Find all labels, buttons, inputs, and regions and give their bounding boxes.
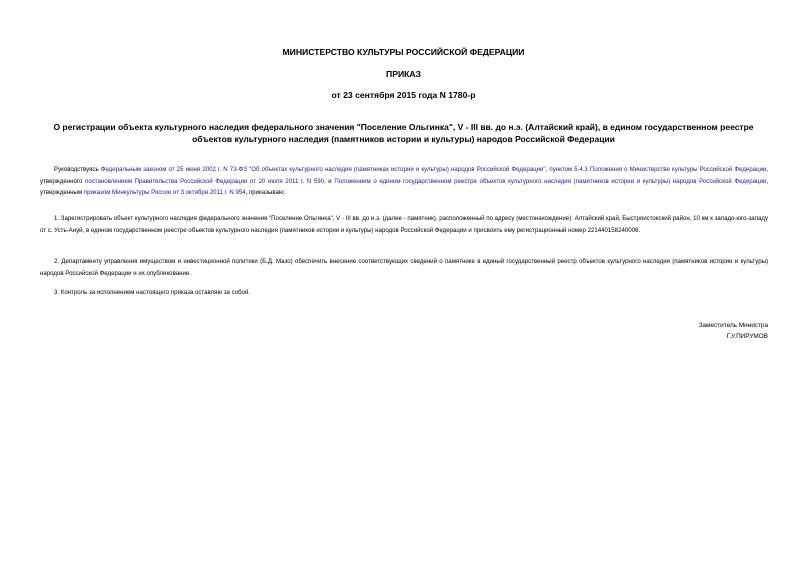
- preamble-text-6: , приказываю:: [245, 189, 286, 196]
- signer-name: Г.У.ПИРУМОВ: [726, 333, 768, 340]
- item-3-paragraph: 3. Контроль за исполнением настоящего приказа оставляю за собой.: [54, 289, 251, 296]
- preamble-text-4: , и: [323, 177, 335, 185]
- preamble-text-1: Руководствуясь: [54, 166, 101, 173]
- government-decree-link[interactable]: постановлением Правительства Российской Федерации от 20 июля 2011 г. N 590: [85, 177, 324, 185]
- preamble-paragraph: [40, 164, 768, 199]
- ministry-heading: МИНИСТЕРСТВО КУЛЬТУРЫ РОССИЙСКОЙ ФЕДЕРАЦИИ: [282, 47, 525, 57]
- item-1-paragraph: 1. Зарегистрировать объект культурного наследия федерального значения "Поселение Ольгинка", V - III вв. до н.э. (далее - памятник), расположенный по адресу (местонахождение): Алтайский край, Быстроистокский район, 10 км к западо-юго-западу от с. Усть-Ануй, в едином государственном реестре объектов культурного наследия (памятников истории и культуры) народов Российской Федерации и присвоить ему регистрационный номер 221440158240006.: [40, 215, 768, 234]
- ministry-order-link[interactable]: приказом Минкультуры России от 3 октября 2011 г. N 954: [83, 189, 246, 196]
- document-date: от 23 сентября 2015 года N 1780-р: [331, 90, 476, 100]
- preamble-text-3: , утвержденного: [40, 166, 768, 185]
- signer-position: Заместитель Министра: [698, 322, 768, 329]
- item-2-paragraph: 2. Департаменту управления имуществом и инвестиционной политики (Б.Д. Мазо) обеспечить внесение соответствующих сведений о памятнике в единый государственный реестр объектов культурного наследия (памятников истории и культуры) народов Российской Федерации и их опубликование.: [40, 258, 768, 277]
- title-line-1: О регистрации объекта культурного наследия федерального значения "Поселение Ольгинка", V - III вв. до н.э. (Алтайский край), в едином государственном реестре: [53, 122, 754, 132]
- preamble-text-5: , утвержденным: [40, 177, 768, 196]
- registry-regulation-link[interactable]: Положением о едином государственном реестре объектов культурного наследия (памятников истории и культуры) народов Российской Федерации: [334, 177, 767, 185]
- regulation-item-link[interactable]: пунктом 5.4.3 Положения о Министерстве культуры Российской Федерации: [549, 166, 767, 173]
- document-title: [30, 121, 777, 145]
- signature-block: [699, 320, 768, 342]
- preamble-text-2: ,: [545, 166, 550, 173]
- federal-law-link[interactable]: Федеральным законом от 25 июня 2002 г. N 73-ФЗ "Об объектах культурного наследия (памятниках истории и культуры) народов Российской Федерации": [100, 166, 546, 173]
- title-line-2: объектов культурного наследия (памятников истории и культуры) народов Российской Федерации: [192, 134, 615, 144]
- document-type: ПРИКАЗ: [386, 69, 421, 79]
